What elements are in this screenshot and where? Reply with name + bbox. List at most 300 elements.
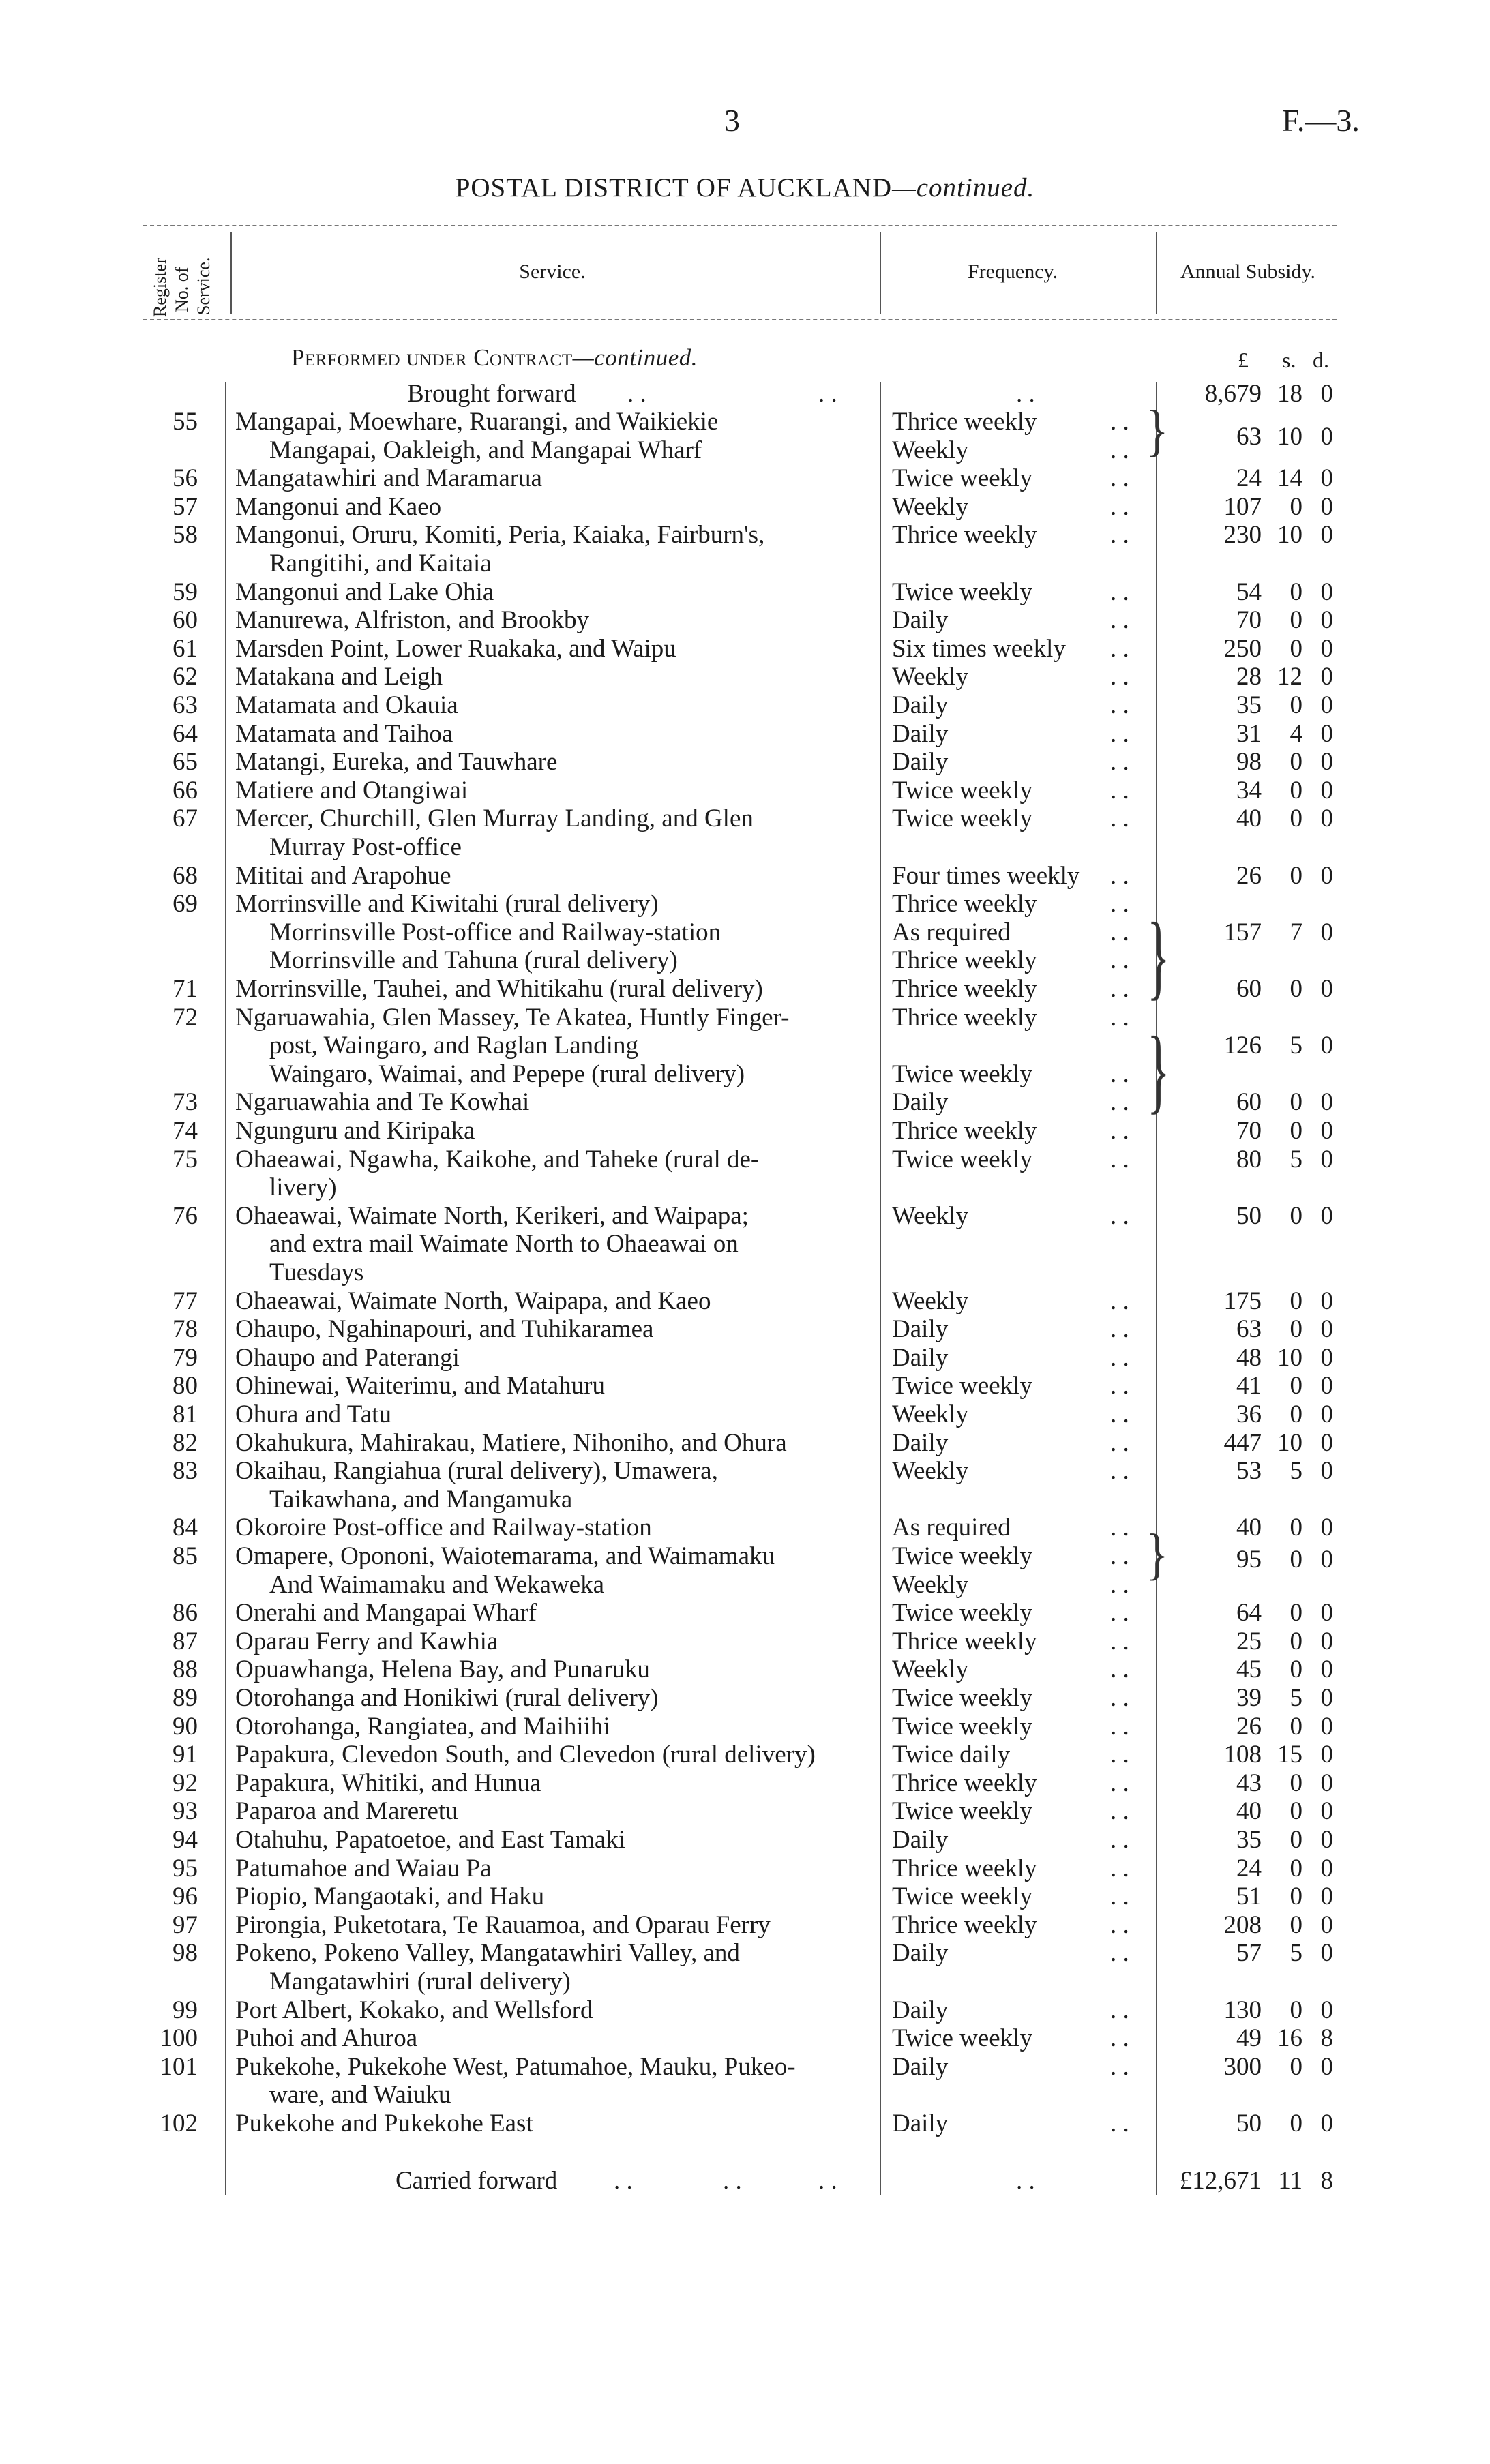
subsidy-pence: 0 — [1320, 2052, 1333, 2081]
subsidy-shillings: 5 — [1290, 1032, 1302, 1060]
register-header — [143, 232, 232, 317]
service-text: Ngunguru and Kiripaka — [235, 1117, 475, 1145]
register-number: 84 — [173, 1514, 198, 1542]
subsidy-shillings: 10 — [1277, 1343, 1302, 1372]
header-separator-2 — [880, 232, 881, 314]
subsidy-pence: 0 — [1320, 1287, 1333, 1315]
subsidy-pence: 0 — [1320, 606, 1333, 635]
service-column-rule — [225, 382, 226, 2195]
leader-dots: . . — [1110, 1201, 1129, 1230]
subsidy-pounds: 175 — [1223, 1287, 1262, 1315]
leader-dots: . . — [818, 2167, 837, 2195]
subsidy-pounds: 40 — [1236, 805, 1262, 833]
frequency-text: Thrice weekly — [892, 408, 1037, 436]
register-number: 89 — [173, 1684, 198, 1712]
subsidy-shillings: 0 — [1290, 975, 1302, 1003]
register-number: 56 — [173, 464, 198, 493]
carried-forward-pence: 8 — [1320, 2167, 1333, 2195]
subsidy-shillings: 10 — [1277, 521, 1302, 550]
service-text: Pirongia, Puketotara, Te Rauamoa, and Oparau Ferry — [235, 1910, 771, 1939]
register-number: 67 — [173, 805, 198, 833]
service-text: Okoroire Post-office and Railway-station — [235, 1514, 652, 1542]
frequency-text: Weekly — [892, 436, 969, 464]
subsidy-pence: 8 — [1320, 2024, 1333, 2053]
pounds-header: £ — [1238, 348, 1249, 372]
subsidy-pounds: 447 — [1223, 1428, 1262, 1457]
subsidy-pounds: 157 — [1223, 918, 1262, 946]
service-text: Matamata and Taihoa — [235, 719, 453, 748]
frequency-text: Twice weekly — [892, 1882, 1032, 1911]
register-number: 60 — [173, 606, 198, 635]
brace-55: } — [1146, 400, 1169, 463]
subsidy-shillings: 0 — [1290, 1400, 1302, 1428]
service-text: Mangonui and Kaeo — [235, 492, 442, 521]
subsidy-shillings: 0 — [1290, 748, 1302, 777]
frequency-text: As required — [892, 1514, 1011, 1542]
shillings-header: s. — [1282, 348, 1296, 372]
brought-forward-pounds: 8,679 — [1204, 380, 1262, 408]
subsidy-shillings: 15 — [1277, 1741, 1302, 1769]
subsidy-pence: 0 — [1320, 1201, 1333, 1230]
register-number: 97 — [173, 1910, 198, 1939]
leader-dots: . . — [1110, 1712, 1129, 1741]
subsidy-pence: 0 — [1320, 464, 1333, 493]
register-number: 96 — [173, 1882, 198, 1911]
subsidy-pounds: 51 — [1236, 1882, 1262, 1911]
frequency-text: Weekly — [892, 663, 969, 691]
service-text: Pokeno, Pokeno Valley, Mangatawhiri Valley, and — [235, 1939, 740, 1968]
subsidy-pounds: 25 — [1236, 1627, 1262, 1655]
header-top-rule — [143, 225, 1337, 226]
subsidy-pounds: 60 — [1236, 975, 1262, 1003]
service-text: Okahukura, Mahirakau, Matiere, Nihoniho, and Ohura — [235, 1428, 787, 1457]
subsidy-pence: 0 — [1320, 1117, 1333, 1145]
frequency-text: Twice weekly — [892, 1060, 1032, 1088]
service-text: Mangatawhiri and Maramarua — [235, 464, 542, 493]
frequency-text: As required — [892, 918, 1011, 946]
frequency-text: Daily — [892, 748, 949, 777]
service-text: Matakana and Leigh — [235, 663, 443, 691]
frequency-text: Thrice weekly — [892, 890, 1037, 918]
subsidy-pence: 0 — [1320, 1343, 1333, 1372]
frequency-text: Four times weekly — [892, 861, 1080, 890]
page-title — [0, 172, 1490, 203]
leader-dots: . . — [1016, 380, 1035, 408]
subsidy-pence: 0 — [1320, 1684, 1333, 1712]
subsidy-pounds: 24 — [1236, 1854, 1262, 1882]
frequency-text: Weekly — [892, 1570, 969, 1599]
subsidy-pounds: 36 — [1236, 1400, 1262, 1428]
title-main: POSTAL DISTRICT OF AUCKLAND — [455, 173, 893, 202]
leader-dots: . . — [1110, 1088, 1129, 1117]
service-text: post, Waingaro, and Raglan Landing — [269, 1032, 638, 1060]
service-text: Taikawhana, and Mangamuka — [269, 1485, 573, 1514]
register-number: 83 — [173, 1457, 198, 1486]
leader-dots: . . — [1110, 1627, 1129, 1655]
subsidy-shillings: 0 — [1290, 1201, 1302, 1230]
service-text: Ohaupo and Paterangi — [235, 1343, 460, 1372]
service-text: Morrinsville and Tahuna (rural delivery) — [269, 946, 678, 975]
register-number: 77 — [173, 1287, 198, 1315]
register-number: 95 — [173, 1854, 198, 1882]
service-text: Otorohanga, Rangiatea, and Maihiihi — [235, 1712, 610, 1741]
subsidy-shillings: 0 — [1290, 1088, 1302, 1117]
leader-dots: . . — [627, 380, 646, 408]
subsidy-pence: 0 — [1320, 1599, 1333, 1627]
leader-dots: . . — [1110, 634, 1129, 663]
service-text: Papakura, Whitiki, and Hunua — [235, 1769, 541, 1797]
leader-dots: . . — [1110, 2109, 1129, 2137]
header-separator-1 — [230, 232, 232, 314]
service-text: Mangatawhiri (rural delivery) — [269, 1968, 571, 1996]
subsidy-pence: 0 — [1320, 918, 1333, 946]
leader-dots: . . — [1110, 1769, 1129, 1797]
subsidy-shillings: 0 — [1290, 1627, 1302, 1655]
service-text: ware, and Waiuku — [269, 2081, 451, 2109]
subsidy-pounds: 230 — [1223, 521, 1262, 550]
pence-header: d. — [1313, 348, 1329, 372]
subsidy-pounds: 130 — [1223, 1996, 1262, 2024]
subsidy-pence: 0 — [1320, 719, 1333, 748]
subsidy-pounds: 208 — [1223, 1910, 1262, 1939]
register-header-l3: Service. — [194, 257, 213, 315]
subsidy-pence: 0 — [1320, 1088, 1333, 1117]
service-text: Ohaeawai, Waimate North, Kerikeri, and Waipapa; — [235, 1201, 749, 1230]
service-text: Piopio, Mangaotaki, and Haku — [235, 1882, 545, 1911]
service-text: Matamata and Okauia — [235, 691, 458, 719]
subsidy-pence: 0 — [1320, 1797, 1333, 1826]
leader-dots: . . — [1110, 1996, 1129, 2024]
frequency-text: Daily — [892, 1088, 949, 1117]
service-text: Okaihau, Rangiahua (rural delivery), Umawera, — [235, 1457, 718, 1486]
subsidy-pence: 0 — [1320, 521, 1333, 550]
frequency-text: Twice weekly — [892, 1599, 1032, 1627]
frequency-text: Twice weekly — [892, 1542, 1032, 1570]
subsidy-pounds: 35 — [1236, 1826, 1262, 1854]
leader-dots: . . — [1110, 408, 1129, 436]
service-text: Ngaruawahia, Glen Massey, Te Akatea, Huntly Finger- — [235, 1003, 790, 1032]
frequency-text: Twice weekly — [892, 464, 1032, 493]
frequency-text: Daily — [892, 691, 949, 719]
register-number: 88 — [173, 1655, 198, 1684]
service-text: Manurewa, Alfriston, and Brookby — [235, 606, 589, 635]
frequency-text: Thrice weekly — [892, 1769, 1037, 1797]
subsidy-shillings: 0 — [1290, 2052, 1302, 2081]
frequency-text: Six times weekly — [892, 634, 1066, 663]
register-number: 86 — [173, 1599, 198, 1627]
subsidy-pounds: 40 — [1236, 1797, 1262, 1826]
leader-dots: . . — [1110, 1882, 1129, 1911]
brought-forward-pence: 0 — [1320, 380, 1333, 408]
brace-85: } — [1146, 1523, 1169, 1587]
leader-dots: . . — [1110, 1287, 1129, 1315]
subsidy-pence: 0 — [1320, 1372, 1333, 1400]
subsidy-pence: 0 — [1320, 691, 1333, 719]
frequency-text: Thrice weekly — [892, 975, 1037, 1003]
subsidy-pounds: 43 — [1236, 1769, 1262, 1797]
subsidy-shillings: 0 — [1290, 805, 1302, 833]
frequency-text: Thrice weekly — [892, 521, 1037, 550]
subsidy-pounds: 45 — [1236, 1655, 1262, 1684]
subsidy-shillings: 0 — [1290, 1599, 1302, 1627]
subsidy-pounds: 107 — [1223, 492, 1262, 521]
leader-dots: . . — [1110, 1741, 1129, 1769]
service-text: Otorohanga and Honikiwi (rural delivery) — [235, 1684, 659, 1712]
service-text: Mangapai, Oakleigh, and Mangapai Wharf — [269, 436, 702, 464]
carried-forward-pounds: £12,671 — [1179, 2167, 1262, 2195]
leader-dots: . . — [1110, 975, 1129, 1003]
register-number: 87 — [173, 1627, 198, 1655]
register-number: 100 — [160, 2024, 198, 2053]
subsidy-pence: 0 — [1320, 577, 1333, 606]
service-text: Puhoi and Ahuroa — [235, 2024, 418, 2053]
leader-dots: . . — [1110, 748, 1129, 777]
leader-dots: . . — [1110, 1343, 1129, 1372]
subsidy-pounds: 64 — [1236, 1599, 1262, 1627]
service-text: Mangonui and Lake Ohia — [235, 577, 494, 606]
subsidy-pounds: 48 — [1236, 1343, 1262, 1372]
frequency-text: Weekly — [892, 1655, 969, 1684]
subsidy-pounds: 26 — [1236, 861, 1262, 890]
leader-dots: . . — [1110, 577, 1129, 606]
leader-dots: . . — [1110, 1826, 1129, 1854]
register-number: 62 — [173, 663, 198, 691]
subsidy-shillings: 0 — [1290, 1372, 1302, 1400]
subsidy-pounds: 70 — [1236, 606, 1262, 635]
service-text: Oparau Ferry and Kawhia — [235, 1627, 498, 1655]
subsidy-header: Annual Subsidy. — [1180, 260, 1316, 283]
subsidy-pence: 0 — [1320, 748, 1333, 777]
service-text: And Waimamaku and Wekaweka — [269, 1570, 604, 1599]
subsidy-pence: 0 — [1320, 975, 1333, 1003]
subsidy-pounds: 95 — [1236, 1546, 1262, 1574]
frequency-text: Daily — [892, 1826, 949, 1854]
frequency-text: Daily — [892, 2109, 949, 2137]
subsidy-pounds: 50 — [1236, 1201, 1262, 1230]
frequency-text: Weekly — [892, 1400, 969, 1428]
subsidy-shillings: 10 — [1277, 423, 1302, 451]
frequency-text: Daily — [892, 2052, 949, 2081]
leader-dots: . . — [1016, 2167, 1035, 2195]
service-text: Morrinsville Post-office and Railway-station — [269, 918, 721, 946]
frequency-text: Twice weekly — [892, 1684, 1032, 1712]
subsidy-pence: 0 — [1320, 1457, 1333, 1486]
leader-dots: . . — [1110, 1372, 1129, 1400]
subsidy-pounds: 53 — [1236, 1457, 1262, 1486]
subsidy-pence: 0 — [1320, 663, 1333, 691]
subheading-suffix: —continued. — [572, 344, 698, 371]
register-number: 63 — [173, 691, 198, 719]
subsidy-shillings: 0 — [1290, 1854, 1302, 1882]
frequency-text: Daily — [892, 606, 949, 635]
leader-dots: . . — [1110, 1003, 1129, 1032]
service-text: Waingaro, Waimai, and Pepepe (rural delivery) — [269, 1060, 745, 1088]
service-text: Mangapai, Moewhare, Ruarangi, and Waikiekie — [235, 408, 719, 436]
subsidy-shillings: 0 — [1290, 606, 1302, 635]
service-text: Port Albert, Kokako, and Wellsford — [235, 1996, 593, 2024]
service-text: Pukekohe and Pukekohe East — [235, 2109, 533, 2137]
subsidy-pence: 0 — [1320, 1400, 1333, 1428]
frequency-header: Frequency. — [967, 260, 1058, 283]
subsidy-pounds: 80 — [1236, 1145, 1262, 1173]
subsidy-column-rule — [1156, 382, 1157, 2195]
register-number: 57 — [173, 492, 198, 521]
header-separator-3 — [1156, 232, 1157, 314]
register-number: 90 — [173, 1712, 198, 1741]
service-text: livery) — [269, 1173, 337, 1202]
leader-dots: . . — [1110, 1428, 1129, 1457]
service-text: Ohaeawai, Waimate North, Waipapa, and Kaeo — [235, 1287, 711, 1315]
subsidy-pounds: 24 — [1236, 464, 1262, 493]
leader-dots: . . — [1110, 606, 1129, 635]
subsidy-shillings: 14 — [1277, 464, 1302, 493]
subsidy-pounds: 40 — [1236, 1514, 1262, 1542]
subsidy-pounds: 108 — [1223, 1741, 1262, 1769]
subsidy-pence: 0 — [1320, 492, 1333, 521]
register-number: 99 — [173, 1996, 198, 2024]
frequency-text: Daily — [892, 1996, 949, 2024]
subsidy-pounds: 49 — [1236, 2024, 1262, 2053]
service-text: Paparoa and Mareretu — [235, 1797, 458, 1826]
service-text: and extra mail Waimate North to Ohaeawai on — [269, 1230, 739, 1259]
subsidy-pounds: 300 — [1223, 2052, 1262, 2081]
service-text: Papakura, Clevedon South, and Clevedon (rural delivery) — [235, 1741, 816, 1769]
service-text: Omapere, Opononi, Waiotemarama, and Waimamaku — [235, 1542, 775, 1570]
service-text: Pukekohe, Pukekohe West, Patumahoe, Mauku, Pukeo- — [235, 2052, 796, 2081]
leader-dots: . . — [1110, 436, 1129, 464]
subsidy-pounds: 50 — [1236, 2109, 1262, 2137]
leader-dots: . . — [1110, 719, 1129, 748]
service-text: Murray Post-office — [269, 833, 462, 861]
leader-dots: . . — [1110, 1599, 1129, 1627]
leader-dots: . . — [818, 380, 837, 408]
frequency-text: Thrice weekly — [892, 1854, 1037, 1882]
leader-dots: . . — [1110, 1570, 1129, 1599]
subsidy-pounds: 34 — [1236, 776, 1262, 805]
subsidy-shillings: 0 — [1290, 492, 1302, 521]
service-text: Matangi, Eureka, and Tauwhare — [235, 748, 558, 777]
subsidy-pounds: 31 — [1236, 719, 1262, 748]
register-number: 79 — [173, 1343, 198, 1372]
subsidy-pence: 0 — [1320, 1712, 1333, 1741]
frequency-text: Thrice weekly — [892, 1910, 1037, 1939]
frequency-text: Twice weekly — [892, 1145, 1032, 1173]
subsidy-pence: 0 — [1320, 423, 1333, 451]
subsidy-pence: 0 — [1320, 805, 1333, 833]
subsidy-pounds: 63 — [1236, 423, 1262, 451]
leader-dots: . . — [723, 2167, 742, 2195]
subsidy-shillings: 5 — [1290, 1939, 1302, 1968]
subsidy-pounds: 26 — [1236, 1712, 1262, 1741]
subsidy-shillings: 0 — [1290, 1882, 1302, 1911]
leader-dots: . . — [1110, 1854, 1129, 1882]
frequency-text: Weekly — [892, 1457, 969, 1486]
subsidy-shillings: 0 — [1290, 1287, 1302, 1315]
register-number: 78 — [173, 1315, 198, 1344]
service-text: Mititai and Arapohue — [235, 861, 451, 890]
frequency-text: Weekly — [892, 1287, 969, 1315]
register-number: 102 — [160, 2109, 198, 2137]
service-text: Ohaupo, Ngahinapouri, and Tuhikaramea — [235, 1315, 654, 1344]
title-suffix: —continued. — [892, 173, 1035, 202]
subsidy-pounds: 63 — [1236, 1315, 1262, 1344]
register-number: 80 — [173, 1372, 198, 1400]
leader-dots: . . — [1110, 890, 1129, 918]
register-number: 69 — [173, 890, 198, 918]
register-number: 85 — [173, 1542, 198, 1570]
subsidy-shillings: 0 — [1290, 577, 1302, 606]
subheading-main: Performed under Contract — [291, 344, 573, 371]
subsidy-shillings: 16 — [1277, 2024, 1302, 2053]
leader-dots: . . — [1110, 1542, 1129, 1570]
service-text: Opuawhanga, Helena Bay, and Punaruku — [235, 1655, 650, 1684]
subsidy-pence: 0 — [1320, 634, 1333, 663]
leader-dots: . . — [1110, 1939, 1129, 1968]
register-number: 65 — [173, 748, 198, 777]
subsidy-shillings: 5 — [1290, 1684, 1302, 1712]
leader-dots: . . — [1110, 946, 1129, 975]
register-number: 91 — [173, 1741, 198, 1769]
leader-dots: . . — [1110, 1117, 1129, 1145]
subsidy-pence: 0 — [1320, 1514, 1333, 1542]
subsidy-shillings: 0 — [1290, 1910, 1302, 1939]
subsidy-pence: 0 — [1320, 1769, 1333, 1797]
subsidy-shillings: 12 — [1277, 663, 1302, 691]
subsidy-shillings: 0 — [1290, 776, 1302, 805]
register-number: 75 — [173, 1145, 198, 1173]
leader-dots: . . — [1110, 464, 1129, 493]
subsidy-pounds: 250 — [1223, 634, 1262, 663]
subsidy-pence: 0 — [1320, 776, 1333, 805]
register-header-l1: Register — [150, 258, 170, 317]
subsidy-pence: 0 — [1320, 1854, 1333, 1882]
header-bottom-rule — [143, 319, 1337, 320]
service-text: Ohaeawai, Ngawha, Kaikohe, and Taheke (rural de- — [235, 1145, 760, 1173]
service-text: Otahuhu, Papatoetoe, and East Tamaki — [235, 1826, 626, 1854]
page-reference: F.—3. — [1282, 103, 1360, 138]
subsidy-pence: 0 — [1320, 1741, 1333, 1769]
subsidy-shillings: 0 — [1290, 2109, 1302, 2137]
subsidy-shillings: 0 — [1290, 1546, 1302, 1574]
subsidy-pounds: 60 — [1236, 1088, 1262, 1117]
subsidy-shillings: 7 — [1290, 918, 1302, 946]
brought-forward-label: Brought forward — [407, 380, 576, 408]
frequency-text: Thrice weekly — [892, 1003, 1037, 1032]
register-number: 59 — [173, 577, 198, 606]
register-number: 81 — [173, 1400, 198, 1428]
service-text: Ngaruawahia and Te Kowhai — [235, 1088, 530, 1117]
register-number: 93 — [173, 1797, 198, 1826]
subsidy-pounds: 41 — [1236, 1372, 1262, 1400]
frequency-text: Weekly — [892, 1201, 969, 1230]
subsidy-pence: 0 — [1320, 1996, 1333, 2024]
subsidy-pence: 0 — [1320, 1826, 1333, 1854]
leader-dots: . . — [1110, 1145, 1129, 1173]
leader-dots: . . — [1110, 2024, 1129, 2053]
subsidy-shillings: 10 — [1277, 1428, 1302, 1457]
service-text: Morrinsville and Kiwitahi (rural delivery) — [235, 890, 659, 918]
register-number: 55 — [173, 408, 198, 436]
subsidy-shillings: 0 — [1290, 1996, 1302, 2024]
subsidy-pence: 0 — [1320, 1882, 1333, 1911]
register-number: 66 — [173, 776, 198, 805]
brace-69: } — [1147, 905, 1170, 1010]
frequency-text: Daily — [892, 719, 949, 748]
register-number: 68 — [173, 861, 198, 890]
frequency-text: Thrice weekly — [892, 946, 1037, 975]
register-number: 76 — [173, 1201, 198, 1230]
frequency-text: Twice weekly — [892, 1797, 1032, 1826]
